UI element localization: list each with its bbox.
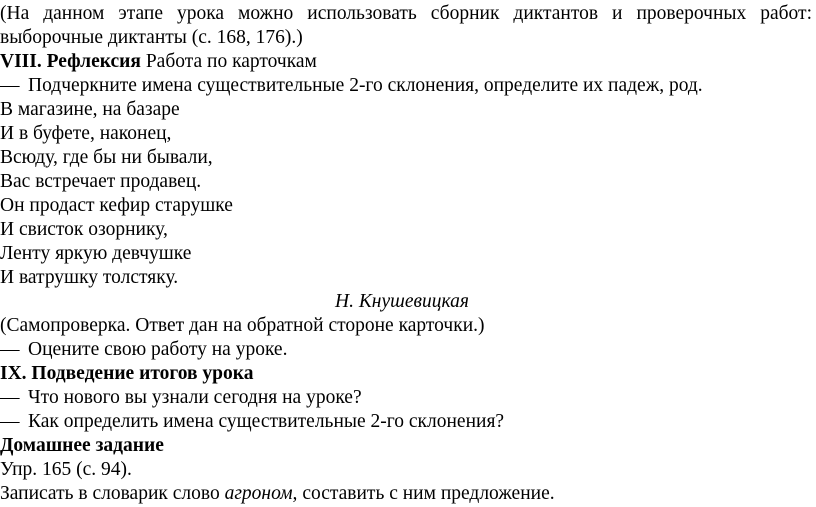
dash: — (0, 387, 20, 408)
question-1-text: Что нового вы узнали сегодня на уроке? (28, 387, 362, 408)
question-2 (0, 410, 816, 434)
poem-line: Всюду, где бы ни бывали, (0, 147, 213, 168)
dash: — (0, 339, 20, 360)
poem-line: И ватрушку толстяку. (0, 267, 179, 288)
self-check: (Самопроверка. Ответ дан на обратной стороне карточки.) (0, 315, 485, 336)
evaluate-text: Оцените свою работу на уроке. (28, 339, 288, 360)
dash: — (0, 411, 20, 432)
homework-task (0, 482, 816, 506)
section-8-title (0, 50, 816, 74)
homework-heading: Домашнее задание (0, 435, 164, 456)
section-8-task (0, 74, 816, 98)
task-text: Подчеркните имена существительные 2-го склонения, определите их падеж, род. (28, 75, 703, 96)
question-2-text: Как определить имена существительные 2-го склонения? (28, 411, 505, 432)
poem-line: И свисток озорнику, (0, 219, 168, 240)
section-8-subtitle: Работа по карточкам (140, 51, 317, 72)
homework-task-prefix: Записать в словарик слово (0, 483, 225, 504)
intro-line-2: выборочные диктанты (с. 168, 176).) (0, 27, 303, 48)
homework-task-suffix: составить с ним предложение. (297, 483, 555, 504)
section-8-heading: VIII. Рефлексия (0, 51, 141, 72)
poem-line: В магазине, на базаре (0, 99, 180, 120)
poem-line: Вас встречает продавец. (0, 171, 202, 192)
dash: — (0, 75, 20, 96)
homework-task-word: агроном, (224, 483, 298, 504)
homework-exercise: Упр. 165 (с. 94). (0, 459, 132, 480)
section-9-heading: IX. Подведение итогов урока (0, 363, 254, 384)
poem-line: И в буфете, наконец, (0, 123, 172, 144)
question-1 (0, 386, 816, 410)
intro-line-1: (На данном этапе урока можно использовать сборник диктантов и проверочных работ: (0, 3, 812, 24)
poem-line: Ленту яркую девчушке (0, 243, 192, 264)
poem-line: Он продаст кефир старушке (0, 195, 233, 216)
poem-author: Н. Кнушевицкая (335, 291, 469, 312)
evaluate-line (0, 338, 816, 362)
